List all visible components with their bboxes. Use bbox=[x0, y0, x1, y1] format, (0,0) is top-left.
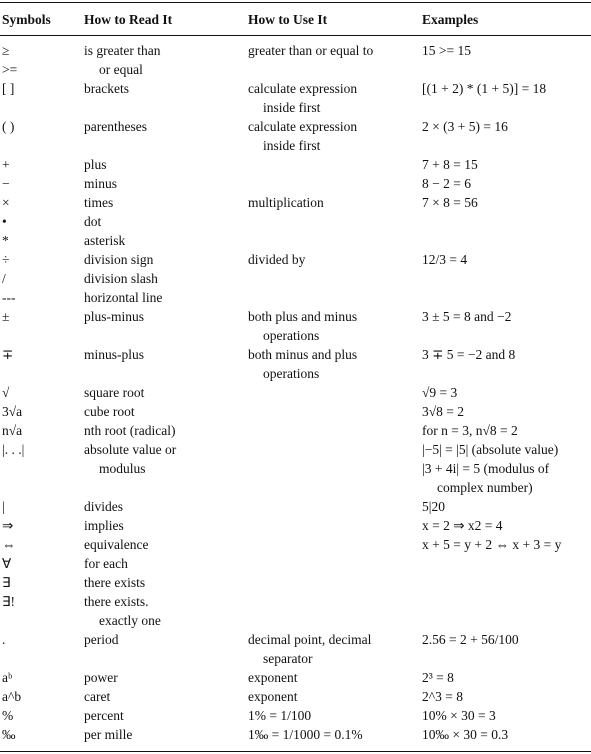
symbol-cell-line: ∃ bbox=[2, 575, 11, 590]
read-cell bbox=[84, 630, 244, 649]
read-cell bbox=[84, 554, 244, 573]
read-cell bbox=[84, 725, 244, 744]
example-cell-line: 8 − 2 = 6 bbox=[422, 176, 471, 191]
symbol-cell-line: a^b bbox=[2, 689, 22, 704]
read-cell bbox=[84, 592, 244, 630]
example-cell bbox=[422, 41, 591, 60]
read-cell-line: exactly one bbox=[99, 613, 161, 628]
read-cell-line: period bbox=[84, 632, 119, 647]
example-cell-line: |−5| = |5| (absolute value) bbox=[422, 442, 559, 457]
symbol-cell-line: √ bbox=[2, 385, 10, 400]
read-cell bbox=[84, 250, 244, 269]
example-cell bbox=[422, 117, 591, 136]
use-cell bbox=[248, 668, 418, 687]
example-cell bbox=[422, 516, 591, 535]
symbol-cell-line: --- bbox=[2, 290, 16, 305]
read-cell-line: times bbox=[84, 195, 114, 210]
symbol-cell bbox=[2, 174, 80, 193]
example-cell-line: complex number) bbox=[437, 480, 533, 495]
symbol-cell-line: − bbox=[2, 176, 10, 191]
example-cell-line: 12/3 = 4 bbox=[422, 252, 468, 267]
read-cell bbox=[84, 307, 244, 326]
example-cell bbox=[422, 345, 591, 364]
symbol-cell-line: aᵇ bbox=[2, 670, 13, 685]
example-cell-line: 3 ± 5 = 8 and −2 bbox=[422, 309, 512, 324]
example-cell-line: 15 >= 15 bbox=[422, 43, 471, 58]
use-cell-line: divided by bbox=[248, 252, 306, 267]
read-cell-line: dot bbox=[84, 214, 102, 229]
symbol-cell bbox=[2, 706, 80, 725]
symbol-cell-line: ⇔ bbox=[2, 537, 16, 552]
symbol-cell bbox=[2, 440, 80, 459]
read-cell bbox=[84, 269, 244, 288]
symbol-cell bbox=[2, 725, 80, 744]
use-cell bbox=[248, 307, 418, 345]
symbol-cell-line: ÷ bbox=[2, 252, 10, 267]
example-cell bbox=[422, 307, 591, 326]
read-cell bbox=[84, 212, 244, 231]
symbol-cell-line: % bbox=[2, 708, 14, 723]
use-cell-line: operations bbox=[263, 366, 320, 381]
use-cell bbox=[248, 725, 418, 744]
symbol-cell bbox=[2, 155, 80, 174]
read-cell-line: plus bbox=[84, 157, 107, 172]
top-rule bbox=[0, 2, 591, 3]
symbol-cell-line: ≥ bbox=[2, 43, 10, 58]
use-cell-line: calculate expression bbox=[248, 81, 358, 96]
symbol-cell bbox=[2, 402, 80, 421]
symbol-cell-line: | bbox=[2, 499, 5, 514]
read-cell-line: square root bbox=[84, 385, 145, 400]
example-cell-line: 10% × 30 = 3 bbox=[422, 708, 496, 723]
example-cell-line: 3 ∓ 5 = −2 and 8 bbox=[422, 347, 516, 362]
example-cell bbox=[422, 155, 591, 174]
example-cell-line: 2³ = 8 bbox=[422, 670, 454, 685]
read-cell-line: absolute value or bbox=[84, 442, 177, 457]
read-cell-line: power bbox=[84, 670, 118, 685]
read-cell-line: caret bbox=[84, 689, 111, 704]
read-cell bbox=[84, 535, 244, 554]
use-cell bbox=[248, 117, 418, 155]
symbol-cell bbox=[2, 288, 80, 307]
symbol-cell-line: ( ) bbox=[2, 119, 15, 134]
example-cell bbox=[422, 668, 591, 687]
symbol-cell bbox=[2, 630, 80, 649]
read-cell-line: minus-plus bbox=[84, 347, 145, 362]
example-cell-line: √9 = 3 bbox=[422, 385, 458, 400]
read-cell-line: parentheses bbox=[84, 119, 147, 134]
symbol-cell-line: ∓ bbox=[2, 347, 14, 362]
read-cell bbox=[84, 174, 244, 193]
read-cell-line: division slash bbox=[84, 271, 158, 286]
read-cell-line: implies bbox=[84, 518, 124, 533]
symbol-cell bbox=[2, 535, 80, 554]
use-cell bbox=[248, 706, 418, 725]
symbol-cell-line: ± bbox=[2, 309, 10, 324]
example-cell bbox=[422, 706, 591, 725]
read-cell-line: percent bbox=[84, 708, 124, 723]
read-cell-line: asterisk bbox=[84, 233, 126, 248]
example-cell bbox=[422, 79, 591, 98]
read-cell bbox=[84, 402, 244, 421]
use-cell-line: greater than or equal to bbox=[248, 43, 374, 58]
use-cell-line: separator bbox=[263, 651, 313, 666]
symbol-cell-line: ∃! bbox=[2, 594, 16, 609]
read-cell-line: horizontal line bbox=[84, 290, 163, 305]
symbol-cell-line: × bbox=[2, 195, 10, 210]
read-cell bbox=[84, 193, 244, 212]
use-cell-line: inside first bbox=[263, 138, 321, 153]
symbol-cell bbox=[2, 516, 80, 535]
read-cell bbox=[84, 345, 244, 364]
example-cell bbox=[422, 193, 591, 212]
use-cell-line: decimal point, decimal bbox=[248, 632, 372, 647]
header-how-to-read: How to Read It bbox=[84, 12, 173, 27]
symbol-cell bbox=[2, 554, 80, 573]
read-cell bbox=[84, 155, 244, 174]
read-cell bbox=[84, 288, 244, 307]
example-cell-line: |3 + 4i| = 5 (modulus of bbox=[422, 461, 550, 476]
symbol-cell-line: 3√a bbox=[2, 404, 23, 419]
read-cell-line: equivalence bbox=[84, 537, 149, 552]
use-cell bbox=[248, 345, 418, 383]
symbol-cell bbox=[2, 231, 80, 250]
example-cell-line: 3√8 = 2 bbox=[422, 404, 465, 419]
read-cell-line: minus bbox=[84, 176, 118, 191]
symbol-cell-line: >= bbox=[2, 62, 18, 77]
use-cell bbox=[248, 79, 418, 117]
symbol-cell-line: * bbox=[2, 233, 9, 248]
read-cell-line: divides bbox=[84, 499, 123, 514]
example-cell-line: 7 × 8 = 56 bbox=[422, 195, 478, 210]
example-cell bbox=[422, 174, 591, 193]
read-cell-line: there exists. bbox=[84, 594, 149, 609]
use-cell bbox=[248, 250, 418, 269]
header-examples: Examples bbox=[422, 12, 479, 27]
symbol-cell bbox=[2, 421, 80, 440]
symbol-cell bbox=[2, 573, 80, 592]
bottom-rule bbox=[0, 751, 591, 752]
example-cell-line: for n = 3, n√8 = 2 bbox=[422, 423, 518, 438]
read-cell-line: division sign bbox=[84, 252, 154, 267]
read-cell-line: modulus bbox=[99, 461, 146, 476]
read-cell-line: cube root bbox=[84, 404, 135, 419]
read-cell bbox=[84, 421, 244, 440]
header-symbols: Symbols bbox=[2, 12, 51, 27]
symbol-cell-line: . bbox=[2, 632, 6, 647]
read-cell bbox=[84, 117, 244, 136]
read-cell bbox=[84, 668, 244, 687]
symbol-cell-line: |. . .| bbox=[2, 442, 25, 457]
example-cell-line: [(1 + 2) * (1 + 5)] = 18 bbox=[422, 81, 547, 96]
symbol-cell-line: ‰ bbox=[2, 727, 16, 742]
read-cell bbox=[84, 383, 244, 402]
read-cell bbox=[84, 79, 244, 98]
use-cell bbox=[248, 41, 418, 60]
use-cell-line: both minus and plus bbox=[248, 347, 358, 362]
use-cell bbox=[248, 687, 418, 706]
example-cell-line: 2 × (3 + 5) = 16 bbox=[422, 119, 508, 134]
symbol-cell bbox=[2, 212, 80, 231]
read-cell bbox=[84, 440, 244, 478]
read-cell-line: for each bbox=[84, 556, 128, 571]
example-cell bbox=[422, 687, 591, 706]
symbol-cell bbox=[2, 345, 80, 364]
use-cell-line: 1% = 1/100 bbox=[248, 708, 312, 723]
read-cell-line: brackets bbox=[84, 81, 129, 96]
read-cell-line: or equal bbox=[99, 62, 143, 77]
read-cell-line: nth root (radical) bbox=[84, 423, 176, 438]
use-cell-line: multiplication bbox=[248, 195, 324, 210]
example-cell-line: x = 2 ⇒ x2 = 4 bbox=[422, 518, 503, 533]
symbol-cell-line: / bbox=[2, 271, 6, 286]
symbol-cell bbox=[2, 117, 80, 136]
use-cell-line: calculate expression bbox=[248, 119, 358, 134]
header-rule bbox=[0, 35, 591, 36]
use-cell bbox=[248, 193, 418, 212]
symbol-cell-line: ⇒ bbox=[2, 518, 14, 533]
example-cell bbox=[422, 497, 591, 516]
symbol-cell-line: + bbox=[2, 157, 10, 172]
example-cell-line: 2^3 = 8 bbox=[422, 689, 463, 704]
symbol-cell-line: [ ] bbox=[2, 81, 15, 96]
example-cell bbox=[422, 630, 591, 649]
use-cell-line: exponent bbox=[248, 670, 298, 685]
example-cell bbox=[422, 402, 591, 421]
example-cell bbox=[422, 250, 591, 269]
read-cell bbox=[84, 231, 244, 250]
example-cell bbox=[422, 383, 591, 402]
symbol-cell bbox=[2, 269, 80, 288]
read-cell-line: is greater than bbox=[84, 43, 161, 58]
example-cell-line: x + 5 = y + 2 ⇔ x + 3 = y bbox=[422, 537, 562, 552]
example-cell bbox=[422, 535, 591, 554]
symbol-cell bbox=[2, 250, 80, 269]
symbol-cell bbox=[2, 687, 80, 706]
symbol-cell-line: ∀ bbox=[2, 556, 12, 571]
example-cell bbox=[422, 725, 591, 744]
example-cell-line: 7 + 8 = 15 bbox=[422, 157, 478, 172]
use-cell-line: inside first bbox=[263, 100, 321, 115]
symbol-cell bbox=[2, 193, 80, 212]
read-cell bbox=[84, 516, 244, 535]
use-cell-line: both plus and minus bbox=[248, 309, 358, 324]
read-cell bbox=[84, 687, 244, 706]
use-cell bbox=[248, 630, 418, 668]
example-cell-line: 2.56 = 2 + 56/100 bbox=[422, 632, 519, 647]
header-how-to-use: How to Use It bbox=[248, 12, 328, 27]
symbol-cell bbox=[2, 307, 80, 326]
symbol-cell bbox=[2, 79, 80, 98]
example-cell-line: 10‰ × 30 = 0.3 bbox=[422, 727, 509, 742]
read-cell-line: there exists bbox=[84, 575, 146, 590]
read-cell bbox=[84, 497, 244, 516]
example-cell bbox=[422, 421, 591, 440]
read-cell bbox=[84, 706, 244, 725]
read-cell-line: per mille bbox=[84, 727, 133, 742]
symbol-cell-line: n√a bbox=[2, 423, 23, 438]
symbol-cell bbox=[2, 383, 80, 402]
symbol-cell bbox=[2, 497, 80, 516]
use-cell-line: 1‰ = 1/1000 = 0.1% bbox=[248, 727, 363, 742]
read-cell bbox=[84, 41, 244, 79]
use-cell-line: exponent bbox=[248, 689, 298, 704]
symbol-cell bbox=[2, 41, 80, 79]
use-cell-line: operations bbox=[263, 328, 320, 343]
read-cell bbox=[84, 573, 244, 592]
symbol-cell-line: • bbox=[2, 214, 7, 229]
symbol-cell bbox=[2, 668, 80, 687]
read-cell-line: plus-minus bbox=[84, 309, 145, 324]
symbol-cell bbox=[2, 592, 80, 611]
example-cell bbox=[422, 440, 591, 497]
example-cell-line: 5|20 bbox=[422, 499, 445, 514]
